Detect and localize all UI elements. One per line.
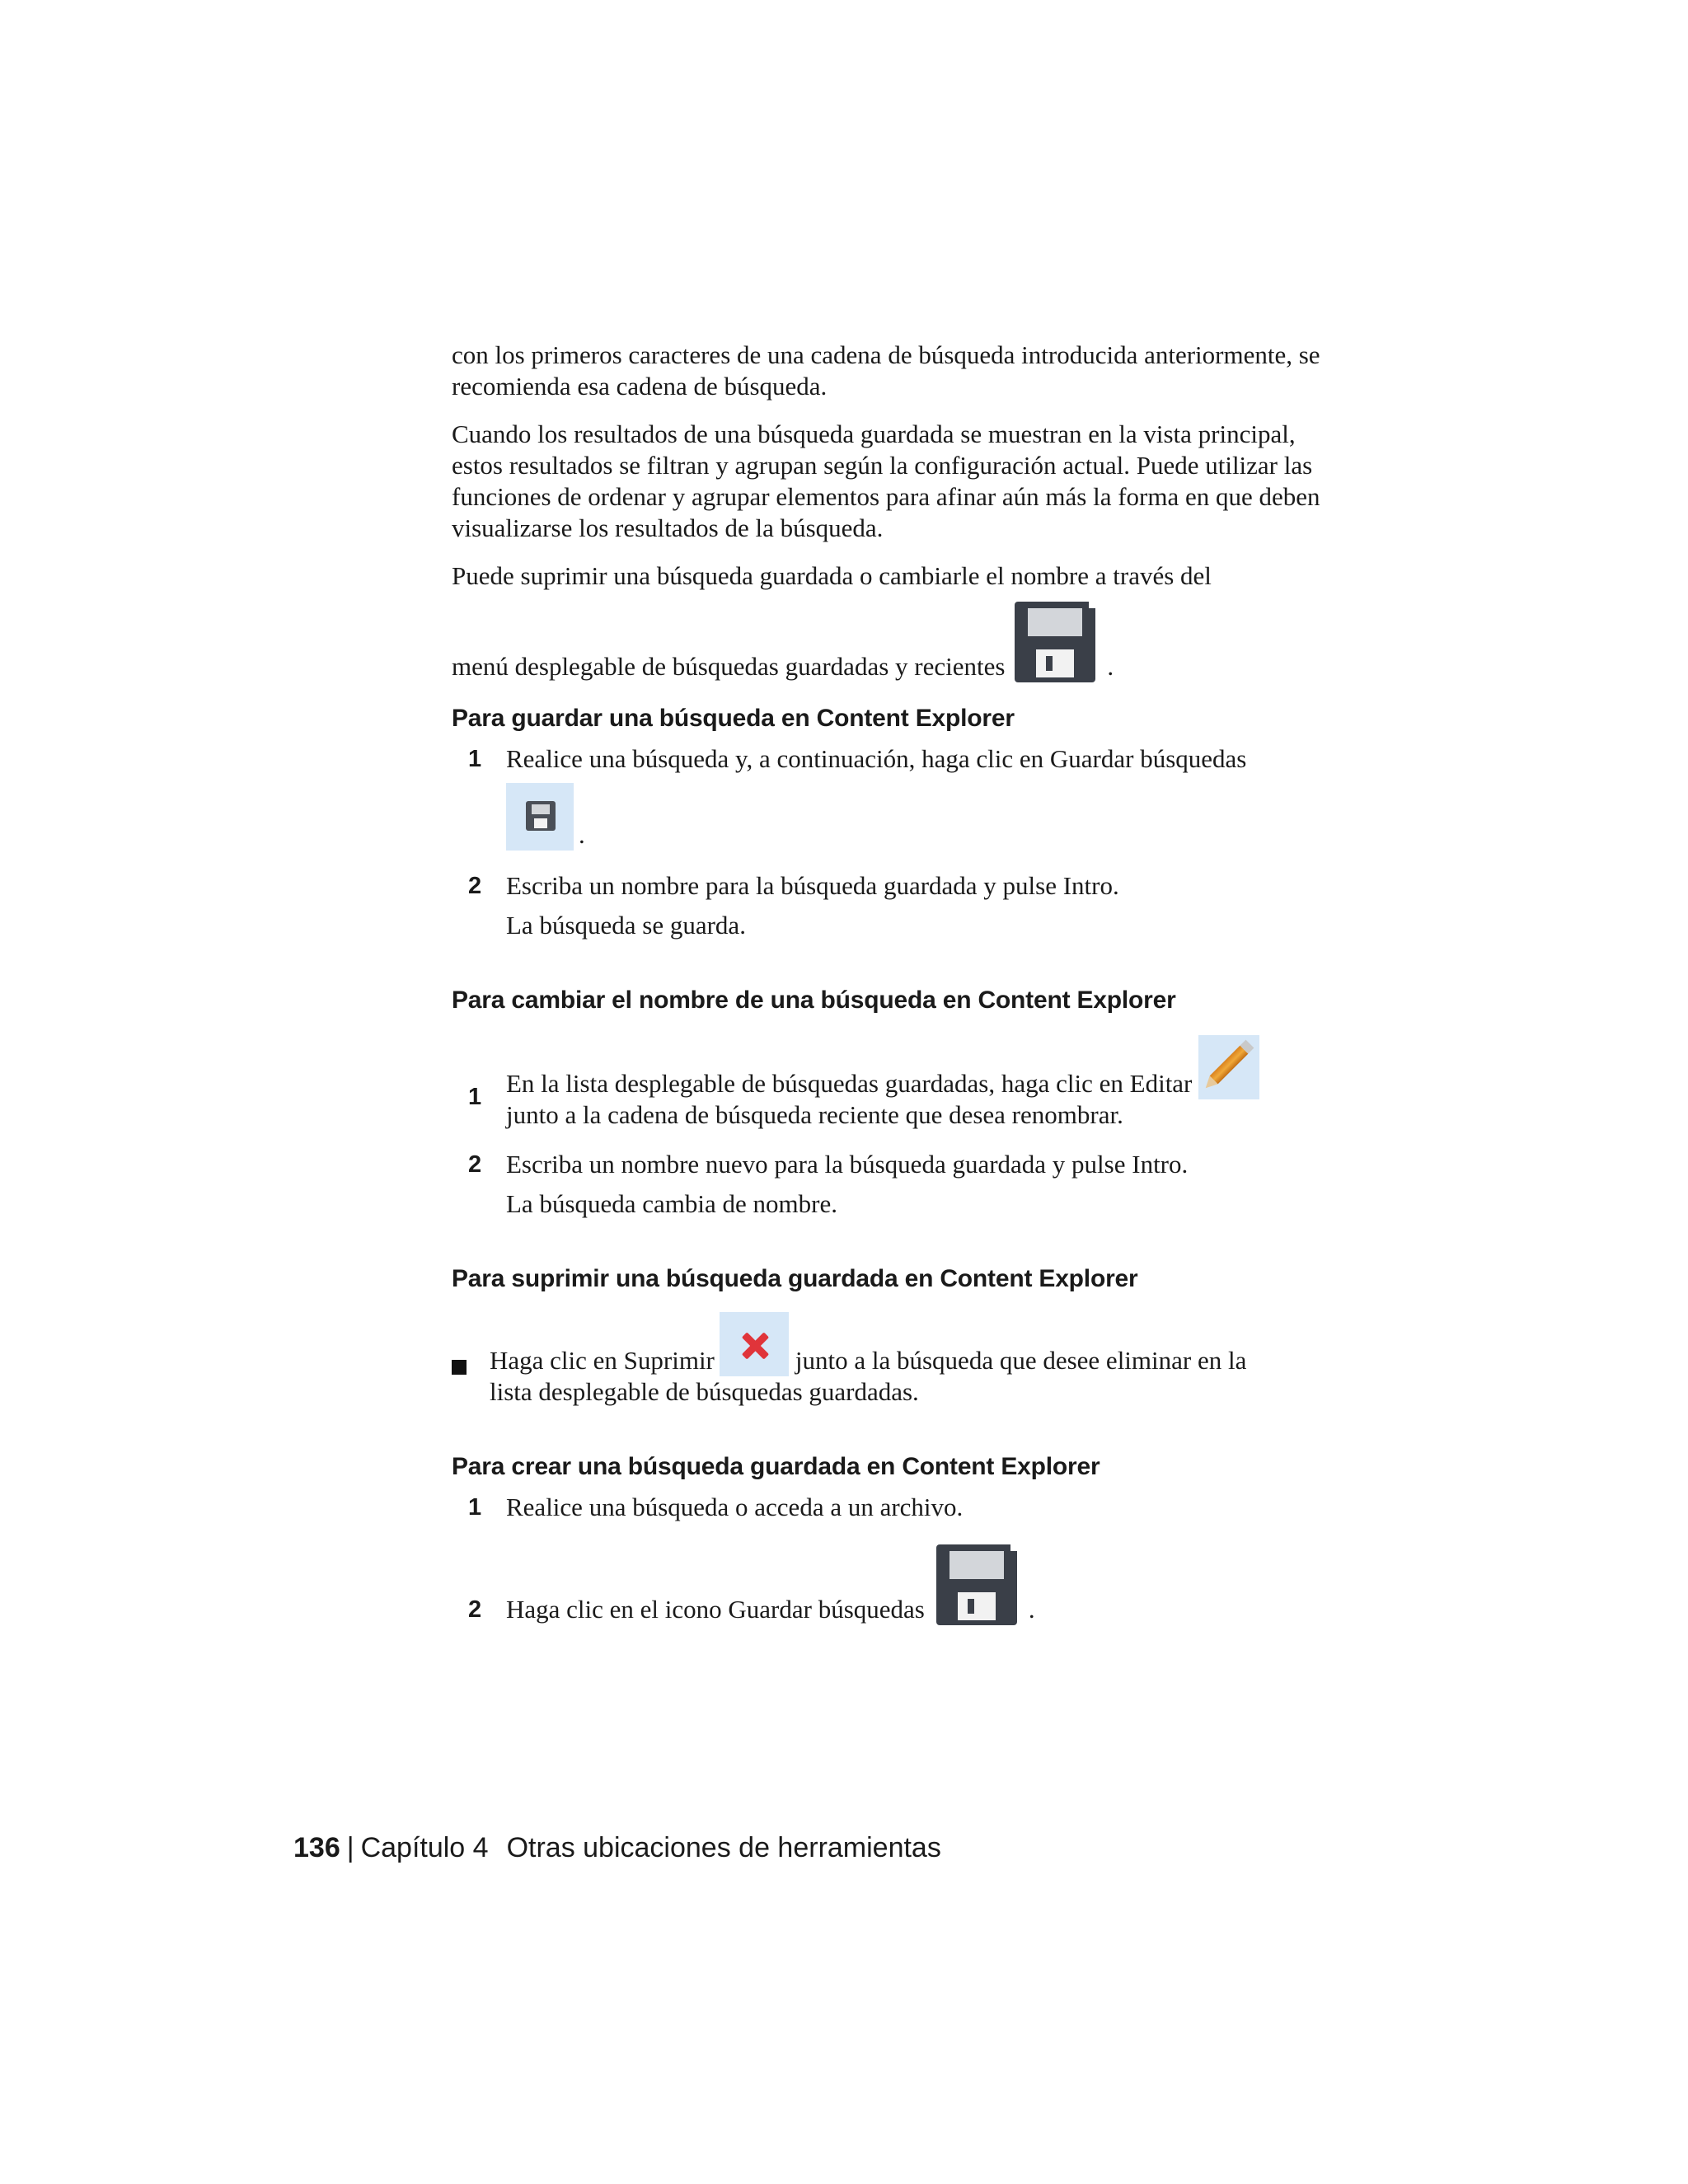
step-rename-1 — [452, 1035, 1334, 1131]
period: . — [1028, 1595, 1035, 1624]
heading-create-search: Para crear una búsqueda guardada en Content Explorer — [452, 1453, 1100, 1480]
step-text-continued: junto a la cadena de búsqueda reciente que desea renombrar. — [506, 1100, 1123, 1129]
period: . — [1107, 652, 1114, 681]
step-result: La búsqueda cambia de nombre. — [506, 1189, 837, 1218]
step-number: 1 — [468, 1084, 482, 1110]
paragraph-delete-rename-line2: menú desplegable de búsquedas guardadas y recientes — [452, 652, 1006, 681]
step-text: Realice una búsqueda y, a continuación, haga clic en Guardar búsquedas — [506, 744, 1247, 773]
page-number: 136 — [293, 1832, 340, 1863]
chapter-title: Otras ubicaciones de herramientas — [506, 1832, 941, 1863]
page-content — [452, 340, 1334, 1642]
heading-rename-search: Para cambiar el nombre de una búsqueda en Content Explorer — [452, 987, 1176, 1014]
step-save-2 — [452, 870, 1334, 941]
bullet-delete — [452, 1312, 1334, 1408]
delete-x-icon — [720, 1312, 789, 1376]
heading-delete-search: Para suprimir una búsqueda guardada en Content Explorer — [452, 1265, 1138, 1292]
step-number: 2 — [468, 873, 482, 899]
floppy-disk-icon — [1015, 602, 1095, 682]
paragraph-saved-results: Cuando los resultados de una búsqueda guardada se muestran en la vista principal, estos resultados se filtran y agrupan según la configuración actual. Puede utilizar las funciones de ordenar y agrupar elementos para afinar aún más la forma en que deben visualizarse los resultados de la búsqueda. — [452, 419, 1320, 542]
step-text: Escriba un nombre nuevo para la búsqueda guardada y pulse Intro. — [506, 1150, 1189, 1179]
step-text: Escriba un nombre para la búsqueda guardada y pulse Intro. — [506, 871, 1119, 900]
step-number: 1 — [468, 1494, 482, 1521]
step-save-1 — [452, 743, 1334, 851]
step-number: 1 — [468, 746, 482, 772]
bullet-square — [452, 1360, 467, 1375]
paragraph-intro: con los primeros caracteres de una cadena de búsqueda introducida anteriormente, se recomienda esa cadena de búsqueda. — [452, 340, 1320, 401]
paragraph-delete-rename-line1: Puede suprimir una búsqueda guardada o cambiarle el nombre a través del — [452, 561, 1212, 590]
step-create-2 — [452, 1544, 1334, 1625]
bullet-text-continued: lista desplegable de búsquedas guardadas. — [490, 1377, 919, 1406]
bullet-text: Haga clic en Suprimir — [490, 1346, 715, 1375]
step-number: 2 — [468, 1596, 482, 1623]
bullet-text-continued: junto a la búsqueda que desee eliminar en la — [795, 1346, 1247, 1375]
chapter-label: Capítulo 4 — [360, 1832, 489, 1863]
step-create-1 — [452, 1492, 1334, 1523]
step-text: Haga clic en el icono Guardar búsquedas — [506, 1595, 925, 1624]
step-result: La búsqueda se guarda. — [506, 911, 746, 940]
floppy-disk-icon — [936, 1544, 1017, 1625]
period: . — [579, 820, 585, 849]
pencil-icon — [1198, 1035, 1259, 1099]
step-text: En la lista desplegable de búsquedas guardadas, haga clic en Editar — [506, 1069, 1193, 1098]
heading-save-search: Para guardar una búsqueda en Content Explorer — [452, 705, 1015, 732]
floppy-disk-icon — [506, 783, 574, 851]
step-number: 2 — [468, 1151, 482, 1178]
step-rename-2 — [452, 1149, 1334, 1220]
step-text: Realice una búsqueda o acceda a un archivo. — [506, 1493, 964, 1521]
footer-separator: | — [346, 1832, 354, 1863]
paragraph-delete-rename — [452, 560, 1334, 682]
page-footer — [293, 1831, 941, 1864]
